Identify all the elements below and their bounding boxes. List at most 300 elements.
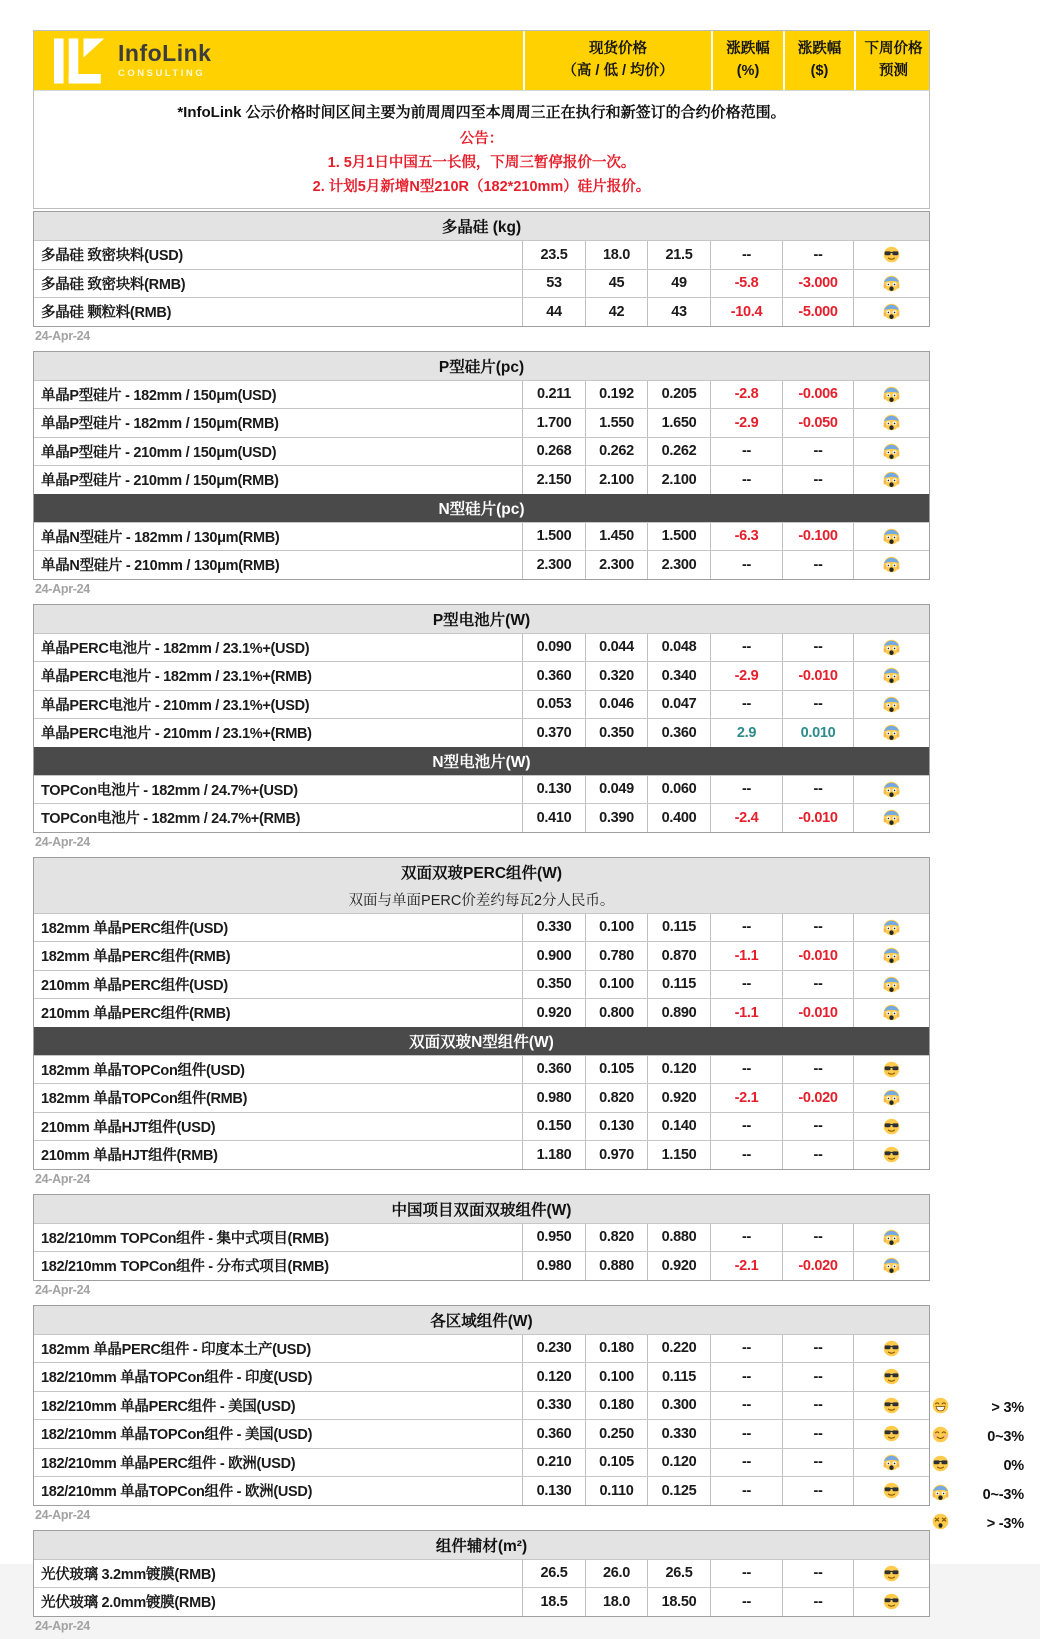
change-usd: -0.020 — [782, 1252, 853, 1280]
high-price: 0.053 — [522, 691, 585, 719]
avg-price: 0.115 — [647, 1363, 710, 1391]
forecast-cool-icon — [853, 1141, 929, 1169]
notice-announce: 公告： — [459, 131, 504, 147]
change-pct: -- — [710, 914, 782, 942]
change-pct: -- — [710, 1392, 782, 1420]
avg-price: 1.150 — [647, 1141, 710, 1169]
section-date: 24-Apr-24 — [35, 328, 90, 343]
high-price: 44 — [522, 298, 585, 326]
change-pct: -- — [710, 241, 782, 269]
price-block — [33, 857, 930, 1192]
high-price: 0.980 — [522, 1252, 585, 1280]
avg-price: 18.50 — [647, 1588, 710, 1616]
notice-item-2: 2. 计划5月新增N型210R（182*210mm）硅片报价。 — [312, 179, 651, 195]
spot-price-sublabel: （高 / 低 / 均价） — [562, 62, 674, 79]
avg-price: 0.125 — [647, 1477, 710, 1505]
low-price: 18.0 — [585, 1588, 647, 1616]
forecast-cool-icon — [853, 1392, 929, 1420]
avg-price: 0.115 — [647, 971, 710, 999]
item-name: 182mm 单晶TOPCon组件(USD) — [41, 1062, 245, 1079]
section-header: P型电池片(W) — [34, 605, 929, 633]
high-price: 0.130 — [522, 1477, 585, 1505]
section-date: 24-Apr-24 — [35, 1618, 90, 1633]
high-price: 0.980 — [522, 1084, 585, 1112]
legend-label: 0~3% — [987, 1428, 1024, 1445]
high-price: 0.090 — [522, 634, 585, 662]
low-price: 0.350 — [585, 719, 647, 747]
high-price: 2.300 — [522, 551, 585, 579]
table-row — [34, 633, 929, 662]
high-price: 0.410 — [522, 804, 585, 832]
table-row — [34, 1223, 929, 1252]
high-price: 0.950 — [522, 1224, 585, 1252]
high-price: 0.330 — [522, 914, 585, 942]
forecast-cool-icon — [853, 1056, 929, 1084]
table-row — [34, 1419, 929, 1448]
low-price: 0.800 — [585, 999, 647, 1027]
change-pct: 2.9 — [710, 719, 782, 747]
table-row — [34, 380, 929, 409]
change-usd: -- — [782, 1056, 853, 1084]
forecast-scream-icon — [853, 999, 929, 1027]
price-block — [33, 351, 930, 602]
low-price: 42 — [585, 298, 647, 326]
table-header — [33, 30, 930, 90]
notice-main-line: *InfoLink 公示价格时间区间主要为前周周四至本周周三正在执行和新签订的合约价格范围。 — [177, 104, 786, 121]
change-usd: -0.010 — [782, 804, 853, 832]
item-name: 210mm 单晶PERC组件(USD) — [41, 977, 228, 994]
section-subtitle: 双面与单面PERC价差约每瓦2分人民币。 — [34, 886, 929, 913]
item-name: 182/210mm TOPCon组件 - 集中式项目(RMB) — [41, 1230, 329, 1247]
low-price: 2.300 — [585, 551, 647, 579]
item-name: 182mm 单晶PERC组件 - 印度本土产(USD) — [41, 1341, 311, 1358]
change-pct: -2.1 — [710, 1084, 782, 1112]
low-price: 0.100 — [585, 971, 647, 999]
table-row — [34, 465, 929, 494]
change-usd: -- — [782, 776, 853, 804]
high-price: 0.230 — [522, 1335, 585, 1363]
table-row — [34, 718, 929, 747]
change-pct: -- — [710, 1141, 782, 1169]
change-pct: -10.4 — [710, 298, 782, 326]
low-price: 0.390 — [585, 804, 647, 832]
change-pct: -- — [710, 1335, 782, 1363]
table-row — [34, 1140, 929, 1169]
high-price: 0.360 — [522, 662, 585, 690]
avg-price: 1.500 — [647, 523, 710, 551]
change-pct: -2.9 — [710, 662, 782, 690]
change-pct: -1.1 — [710, 999, 782, 1027]
forecast-cool-icon — [853, 1560, 929, 1588]
item-name: 182/210mm 单晶TOPCon组件 - 美国(USD) — [41, 1427, 313, 1444]
change-usd: -- — [782, 1335, 853, 1363]
change-pct: -- — [710, 1449, 782, 1477]
change-pct: -6.3 — [710, 523, 782, 551]
change-pct: -2.9 — [710, 409, 782, 437]
change-usd: -- — [782, 914, 853, 942]
item-name: 单晶P型硅片 - 210mm / 150μm(RMB) — [41, 473, 279, 490]
cool-emoji-icon — [932, 1455, 949, 1477]
section-header: 多晶硅 (kg) — [34, 212, 929, 240]
avg-price: 43 — [647, 298, 710, 326]
item-name: 单晶PERC电池片 - 210mm / 23.1%+(RMB) — [41, 726, 312, 743]
brand-logo — [34, 31, 523, 90]
price-block — [33, 1530, 930, 1639]
section-header: 双面双玻N型组件(W) — [34, 1027, 929, 1055]
table-row — [34, 1362, 929, 1391]
forecast-label: 下周价格 — [864, 40, 923, 57]
forecast-scream-icon — [853, 1084, 929, 1112]
change-pct: -- — [710, 634, 782, 662]
avg-price: 0.880 — [647, 1224, 710, 1252]
high-price: 1.500 — [522, 523, 585, 551]
change-pct: -- — [710, 1588, 782, 1616]
avg-price: 2.300 — [647, 551, 710, 579]
low-price: 26.0 — [585, 1560, 647, 1588]
high-price: 0.360 — [522, 1420, 585, 1448]
price-blocks — [33, 211, 930, 1639]
change-usd: -3.000 — [782, 270, 853, 298]
section-date: 24-Apr-24 — [35, 1507, 90, 1522]
avg-price: 0.220 — [647, 1335, 710, 1363]
change-pct: -- — [710, 1224, 782, 1252]
change-usd: -- — [782, 634, 853, 662]
table-row — [34, 297, 929, 326]
avg-price: 0.360 — [647, 719, 710, 747]
price-table — [33, 604, 930, 833]
forecast-scream-icon — [853, 381, 929, 409]
low-price: 0.046 — [585, 691, 647, 719]
table-row — [34, 1112, 929, 1141]
price-table — [33, 211, 930, 327]
price-table — [33, 1530, 930, 1617]
low-price: 0.105 — [585, 1056, 647, 1084]
avg-price: 2.100 — [647, 466, 710, 494]
forecast-scream-icon — [853, 804, 929, 832]
avg-price: 21.5 — [647, 241, 710, 269]
item-name: 210mm 单晶HJT组件(USD) — [41, 1119, 216, 1136]
change-usd: -- — [782, 466, 853, 494]
forecast-scream-icon — [853, 466, 929, 494]
item-name: 多晶硅 颗粒料(RMB) — [41, 305, 172, 322]
item-name: 单晶PERC电池片 - 210mm / 23.1%+(USD) — [41, 697, 310, 714]
change-usd: -- — [782, 1449, 853, 1477]
high-price: 23.5 — [522, 241, 585, 269]
change-pct: -- — [710, 1420, 782, 1448]
grin-emoji-icon — [932, 1397, 949, 1419]
change-pct: -- — [710, 1363, 782, 1391]
column-header-change-pct — [711, 31, 783, 90]
low-price: 2.100 — [585, 466, 647, 494]
avg-price: 0.048 — [647, 634, 710, 662]
item-name: 182/210mm 单晶PERC组件 - 欧洲(USD) — [41, 1455, 296, 1472]
change-usd: -0.010 — [782, 942, 853, 970]
high-price: 0.370 — [522, 719, 585, 747]
table-row — [34, 1083, 929, 1112]
avg-price: 0.115 — [647, 914, 710, 942]
forecast-scream-icon — [853, 1224, 929, 1252]
high-price: 1.700 — [522, 409, 585, 437]
change-pct: -1.1 — [710, 942, 782, 970]
forecast-cool-icon — [853, 241, 929, 269]
price-table — [33, 1194, 930, 1281]
notice-box — [33, 90, 930, 209]
item-name: 182mm 单晶PERC组件(USD) — [41, 920, 228, 937]
item-name: 单晶P型硅片 - 182mm / 150μm(USD) — [41, 387, 277, 404]
legend-label: 0~-3% — [982, 1486, 1024, 1503]
low-price: 0.192 — [585, 381, 647, 409]
item-name: 182mm 单晶PERC组件(RMB) — [41, 949, 231, 966]
forecast-cool-icon — [853, 1335, 929, 1363]
avg-price: 0.330 — [647, 1420, 710, 1448]
change-usd: -0.010 — [782, 662, 853, 690]
item-name: 182/210mm 单晶PERC组件 - 美国(USD) — [41, 1398, 296, 1415]
legend-label: > -3% — [986, 1515, 1024, 1532]
change-pct: -2.4 — [710, 804, 782, 832]
forecast-scream-icon — [853, 662, 929, 690]
avg-price: 0.920 — [647, 1084, 710, 1112]
avg-price: 0.920 — [647, 1252, 710, 1280]
avg-price: 0.300 — [647, 1392, 710, 1420]
low-price: 0.100 — [585, 914, 647, 942]
high-price: 1.180 — [522, 1141, 585, 1169]
avg-price: 0.262 — [647, 438, 710, 466]
change-usd: -- — [782, 241, 853, 269]
table-row — [34, 1476, 929, 1505]
forecast-scream-icon — [853, 942, 929, 970]
avg-price: 0.205 — [647, 381, 710, 409]
low-price: 0.044 — [585, 634, 647, 662]
low-price: 0.100 — [585, 1363, 647, 1391]
avg-price: 0.870 — [647, 942, 710, 970]
high-price: 0.330 — [522, 1392, 585, 1420]
notice-item-1: 1. 5月1日中国五一长假，下周三暂停报价一次。 — [327, 155, 636, 171]
legend-item — [932, 1422, 1024, 1451]
change-usd: -0.010 — [782, 999, 853, 1027]
forecast-scream-icon — [853, 409, 929, 437]
change-usd: -0.100 — [782, 523, 853, 551]
forecast-scream-icon — [853, 298, 929, 326]
price-block — [33, 604, 930, 855]
avg-price: 1.650 — [647, 409, 710, 437]
logo-text — [118, 42, 211, 79]
change-usd: -5.000 — [782, 298, 853, 326]
table-row — [34, 803, 929, 832]
change-usd: -- — [782, 691, 853, 719]
item-name: 182/210mm 单晶TOPCon组件 - 印度(USD) — [41, 1370, 313, 1387]
logo-brand: InfoLink — [118, 40, 212, 67]
table-row — [34, 690, 929, 719]
low-price: 0.049 — [585, 776, 647, 804]
table-row — [34, 913, 929, 942]
section-date: 24-Apr-24 — [35, 1282, 90, 1297]
forecast-cool-icon — [853, 1588, 929, 1616]
item-name: TOPCon电池片 - 182mm / 24.7%+(USD) — [41, 782, 298, 799]
forecast-legend — [932, 1393, 1024, 1538]
low-price: 0.110 — [585, 1477, 647, 1505]
forecast-sublabel: 预测 — [879, 62, 908, 79]
smile-emoji-icon — [932, 1426, 949, 1448]
legend-label: 0% — [1003, 1457, 1024, 1474]
price-table — [33, 857, 930, 1170]
high-price: 2.150 — [522, 466, 585, 494]
section-header: P型硅片(pc) — [34, 352, 929, 380]
item-name: 210mm 单晶HJT组件(RMB) — [41, 1148, 218, 1165]
table-row — [34, 437, 929, 466]
forecast-cool-icon — [853, 1363, 929, 1391]
price-block — [33, 1305, 930, 1528]
logo-subtitle: CONSULTING — [118, 68, 206, 80]
price-table — [33, 351, 930, 580]
infolink-logo-icon — [54, 36, 106, 86]
table-row — [34, 1587, 929, 1616]
table-row — [34, 1559, 929, 1588]
table-row — [34, 775, 929, 804]
change-usd: -- — [782, 1113, 853, 1141]
high-price: 0.350 — [522, 971, 585, 999]
legend-label: > 3% — [991, 1399, 1024, 1416]
low-price: 0.820 — [585, 1084, 647, 1112]
low-price: 0.880 — [585, 1252, 647, 1280]
forecast-scream-icon — [853, 1449, 929, 1477]
avg-price: 0.340 — [647, 662, 710, 690]
table-row — [34, 661, 929, 690]
low-price: 0.320 — [585, 662, 647, 690]
change-pct: -- — [710, 551, 782, 579]
legend-item — [932, 1393, 1024, 1422]
avg-price: 0.120 — [647, 1056, 710, 1084]
scream-emoji-icon — [932, 1484, 949, 1506]
item-name: 多晶硅 致密块料(RMB) — [41, 276, 186, 293]
legend-item — [932, 1509, 1024, 1538]
change-pct: -2.1 — [710, 1252, 782, 1280]
dizzy-emoji-icon — [932, 1513, 949, 1535]
forecast-scream-icon — [853, 971, 929, 999]
table-row — [34, 998, 929, 1027]
price-block — [33, 1194, 930, 1303]
change-pct: -- — [710, 438, 782, 466]
avg-price: 0.047 — [647, 691, 710, 719]
table-row — [34, 550, 929, 579]
change-pct: -- — [710, 466, 782, 494]
forecast-scream-icon — [853, 523, 929, 551]
item-name: TOPCon电池片 - 182mm / 24.7%+(RMB) — [41, 811, 301, 828]
section-date: 24-Apr-24 — [35, 1171, 90, 1186]
column-header-change-usd — [783, 31, 854, 90]
price-table — [33, 1305, 930, 1506]
report-content — [33, 30, 930, 1639]
section-date: 24-Apr-24 — [35, 834, 90, 849]
low-price: 1.550 — [585, 409, 647, 437]
section-header: 各区域组件(W) — [34, 1306, 929, 1334]
change-pct: -- — [710, 1056, 782, 1084]
change-usd: -- — [782, 1420, 853, 1448]
avg-price: 0.400 — [647, 804, 710, 832]
item-name: 182mm 单晶TOPCon组件(RMB) — [41, 1091, 248, 1108]
avg-price: 0.890 — [647, 999, 710, 1027]
change-pct: -- — [710, 1113, 782, 1141]
high-price: 0.268 — [522, 438, 585, 466]
high-price: 18.5 — [522, 1588, 585, 1616]
avg-price: 0.120 — [647, 1449, 710, 1477]
section-header: 双面双玻PERC组件(W) — [34, 858, 929, 886]
table-row — [34, 1334, 929, 1363]
high-price: 0.360 — [522, 1056, 585, 1084]
change-pct-label: 涨跌幅 — [726, 40, 770, 57]
table-row — [34, 1391, 929, 1420]
high-price: 0.150 — [522, 1113, 585, 1141]
section-header: 组件辅材(m²) — [34, 1531, 929, 1559]
section-header: 中国项目双面双玻组件(W) — [34, 1195, 929, 1223]
low-price: 0.250 — [585, 1420, 647, 1448]
price-block — [33, 211, 930, 349]
section-header: N型电池片(W) — [34, 747, 929, 775]
change-usd: 0.010 — [782, 719, 853, 747]
change-usd: -- — [782, 1224, 853, 1252]
forecast-scream-icon — [853, 551, 929, 579]
change-usd: -0.050 — [782, 409, 853, 437]
item-name: 光伏玻璃 2.0mm镀膜(RMB) — [41, 1595, 216, 1612]
table-row — [34, 240, 929, 269]
forecast-scream-icon — [853, 914, 929, 942]
high-price: 53 — [522, 270, 585, 298]
change-pct: -5.8 — [710, 270, 782, 298]
table-row — [34, 1055, 929, 1084]
forecast-cool-icon — [853, 1113, 929, 1141]
change-pct: -- — [710, 1477, 782, 1505]
low-price: 1.450 — [585, 523, 647, 551]
forecast-scream-icon — [853, 691, 929, 719]
high-price: 0.920 — [522, 999, 585, 1027]
table-row — [34, 408, 929, 437]
change-pct: -- — [710, 776, 782, 804]
high-price: 0.120 — [522, 1363, 585, 1391]
forecast-cool-icon — [853, 1420, 929, 1448]
avg-price: 0.140 — [647, 1113, 710, 1141]
column-header-forecast — [854, 31, 931, 90]
section-date: 24-Apr-24 — [35, 581, 90, 596]
change-usd-label: 涨跌幅 — [797, 40, 842, 57]
table-row — [34, 941, 929, 970]
low-price: 0.820 — [585, 1224, 647, 1252]
change-usd: -- — [782, 551, 853, 579]
table-row — [34, 269, 929, 298]
change-usd: -- — [782, 1363, 853, 1391]
spot-price-label: 现货价格 — [589, 40, 647, 57]
high-price: 0.210 — [522, 1449, 585, 1477]
change-usd: -- — [782, 1560, 853, 1588]
item-name: 182/210mm 单晶TOPCon组件 - 欧洲(USD) — [41, 1484, 313, 1501]
high-price: 0.900 — [522, 942, 585, 970]
table-row — [34, 1251, 929, 1280]
high-price: 0.130 — [522, 776, 585, 804]
high-price: 26.5 — [522, 1560, 585, 1588]
item-name: 182/210mm TOPCon组件 - 分布式项目(RMB) — [41, 1259, 329, 1276]
change-usd: -- — [782, 1392, 853, 1420]
avg-price: 26.5 — [647, 1560, 710, 1588]
legend-item — [932, 1451, 1024, 1480]
forecast-scream-icon — [853, 719, 929, 747]
change-usd-unit: ($) — [810, 62, 829, 79]
item-name: 单晶N型硅片 - 210mm / 130μm(RMB) — [41, 558, 280, 575]
change-pct: -2.8 — [710, 381, 782, 409]
low-price: 18.0 — [585, 241, 647, 269]
low-price: 0.262 — [585, 438, 647, 466]
avg-price: 0.060 — [647, 776, 710, 804]
low-price: 0.105 — [585, 1449, 647, 1477]
low-price: 0.780 — [585, 942, 647, 970]
high-price: 0.211 — [522, 381, 585, 409]
